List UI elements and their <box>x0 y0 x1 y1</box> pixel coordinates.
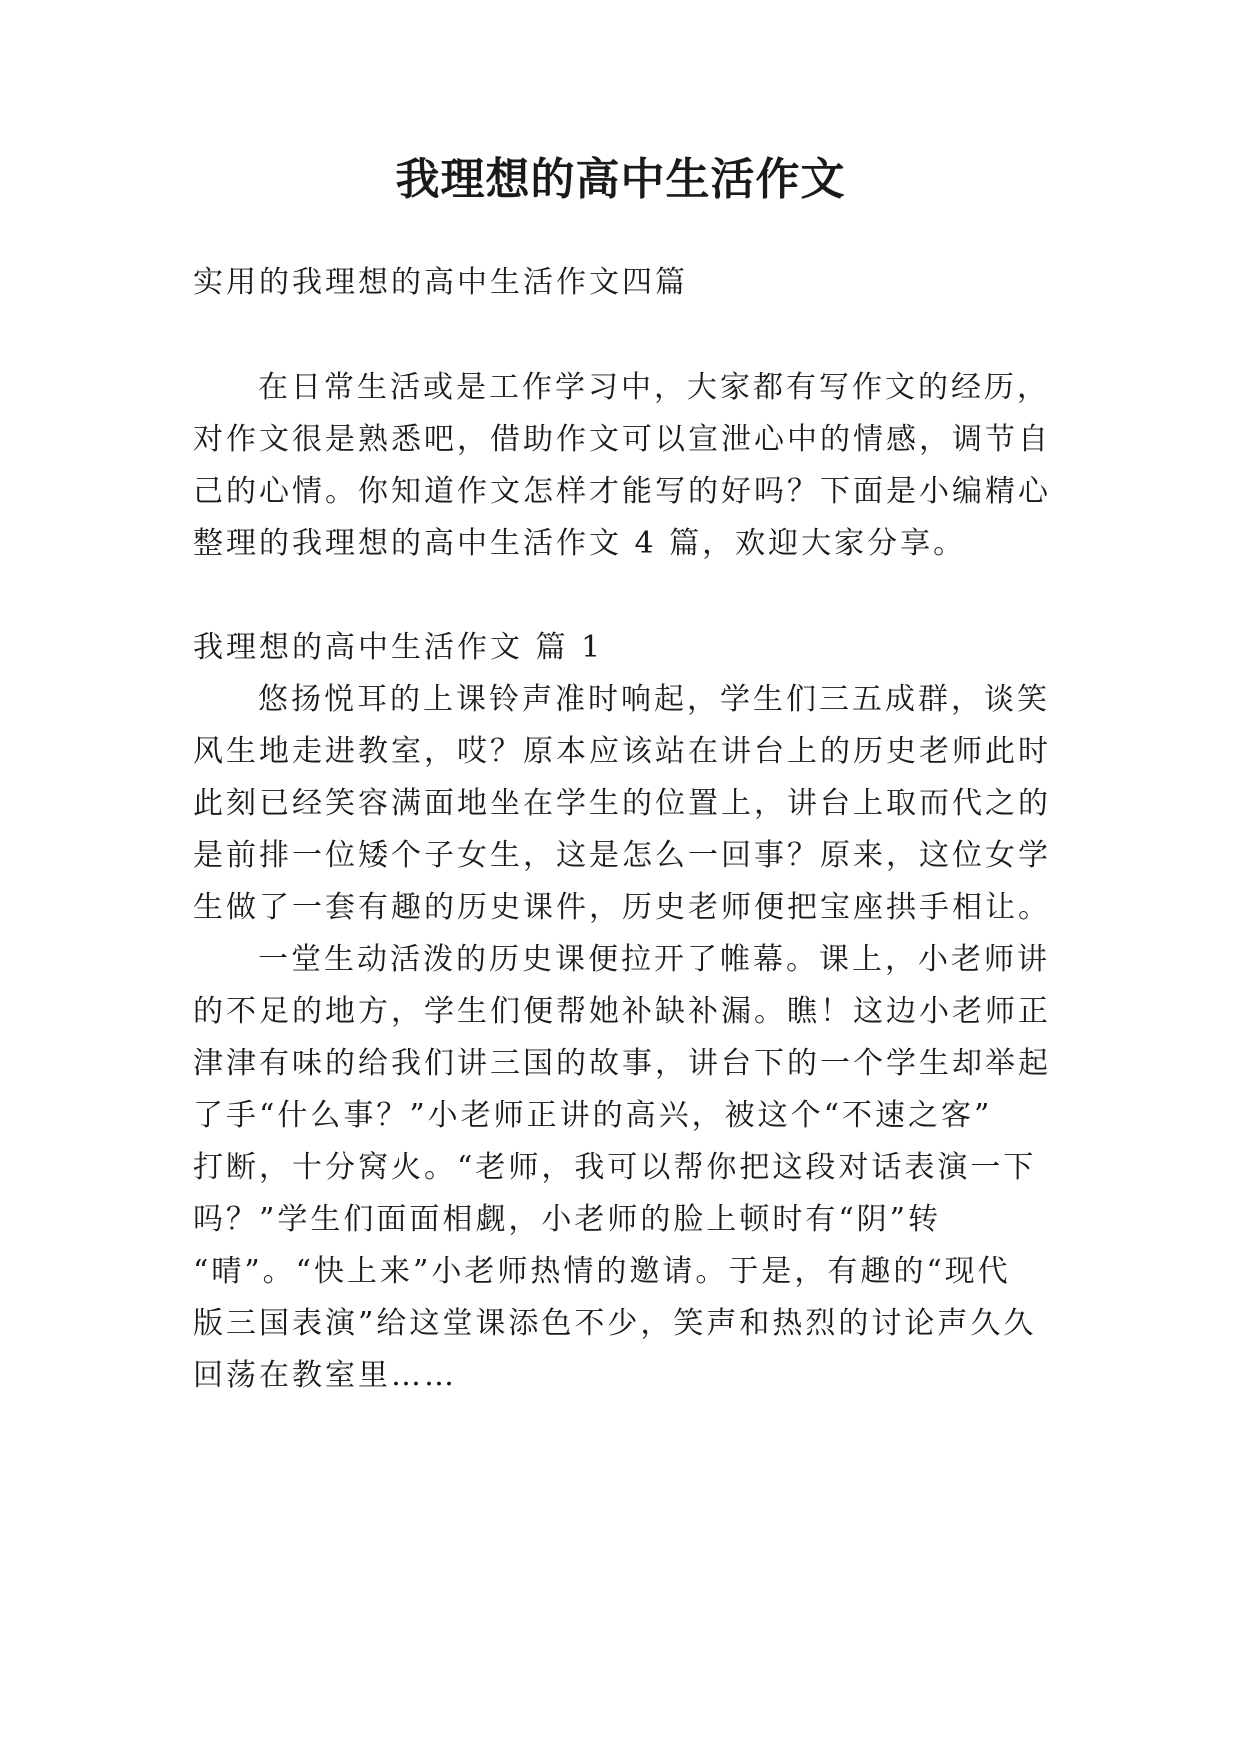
paragraph-line: 版三国表演”给这堂课添色不少，笑声和热烈的讨论声久久 <box>193 1306 1037 1341</box>
intro-line: 整理的我理想的高中生活作文 4 篇，欢迎大家分享。 <box>193 526 967 561</box>
document-subtitle: 实用的我理想的高中生活作文四篇 <box>193 265 688 300</box>
paragraph-line: 风生地走进教室，哎？原本应该站在讲台上的历史老师此时 <box>193 734 1051 769</box>
paragraph-line: 悠扬悦耳的上课铃声准时响起，学生们三五成群，谈笑 <box>258 682 1050 717</box>
document-title: 我理想的高中生活作文 <box>395 154 846 205</box>
paragraph-line: 了手“什么事？”小老师正讲的高兴，被这个“不速之客” <box>193 1098 993 1133</box>
paragraph-line: 的不足的地方，学生们便帮她补缺补漏。瞧！这边小老师正 <box>193 994 1051 1029</box>
intro-line: 在日常生活或是工作学习中，大家都有写作文的经历， <box>258 370 1050 405</box>
paragraph-line: 一堂生动活泼的历史课便拉开了帷幕。课上，小老师讲 <box>258 942 1050 977</box>
paragraph-line: 津津有味的给我们讲三国的故事，讲台下的一个学生却举起 <box>193 1046 1051 1081</box>
paragraph-line: 是前排一位矮个子女生，这是怎么一回事？原来，这位女学 <box>193 838 1051 873</box>
paragraph-line: 吗？”学生们面面相觑，小老师的脸上顿时有“阴”转 <box>193 1202 942 1237</box>
section-heading: 我理想的高中生活作文 篇 1 <box>193 630 604 665</box>
paragraph-line: 回荡在教室里…… <box>193 1358 457 1393</box>
paragraph-line: 生做了一套有趣的历史课件，历史老师便把宝座拱手相让。 <box>193 890 1051 925</box>
intro-line: 对作文很是熟悉吧，借助作文可以宣泄心中的情感，调节自 <box>193 422 1051 457</box>
paragraph-line: 打断，十分窝火。“老师，我可以帮你把这段对话表演一下 <box>193 1150 1037 1185</box>
paragraph-line: “晴”。“快上来”小老师热情的邀请。于是，有趣的“现代 <box>193 1254 1011 1289</box>
intro-line: 己的心情。你知道作文怎样才能写的好吗？下面是小编精心 <box>193 474 1051 509</box>
paragraph-line: 此刻已经笑容满面地坐在学生的位置上，讲台上取而代之的 <box>193 786 1051 821</box>
